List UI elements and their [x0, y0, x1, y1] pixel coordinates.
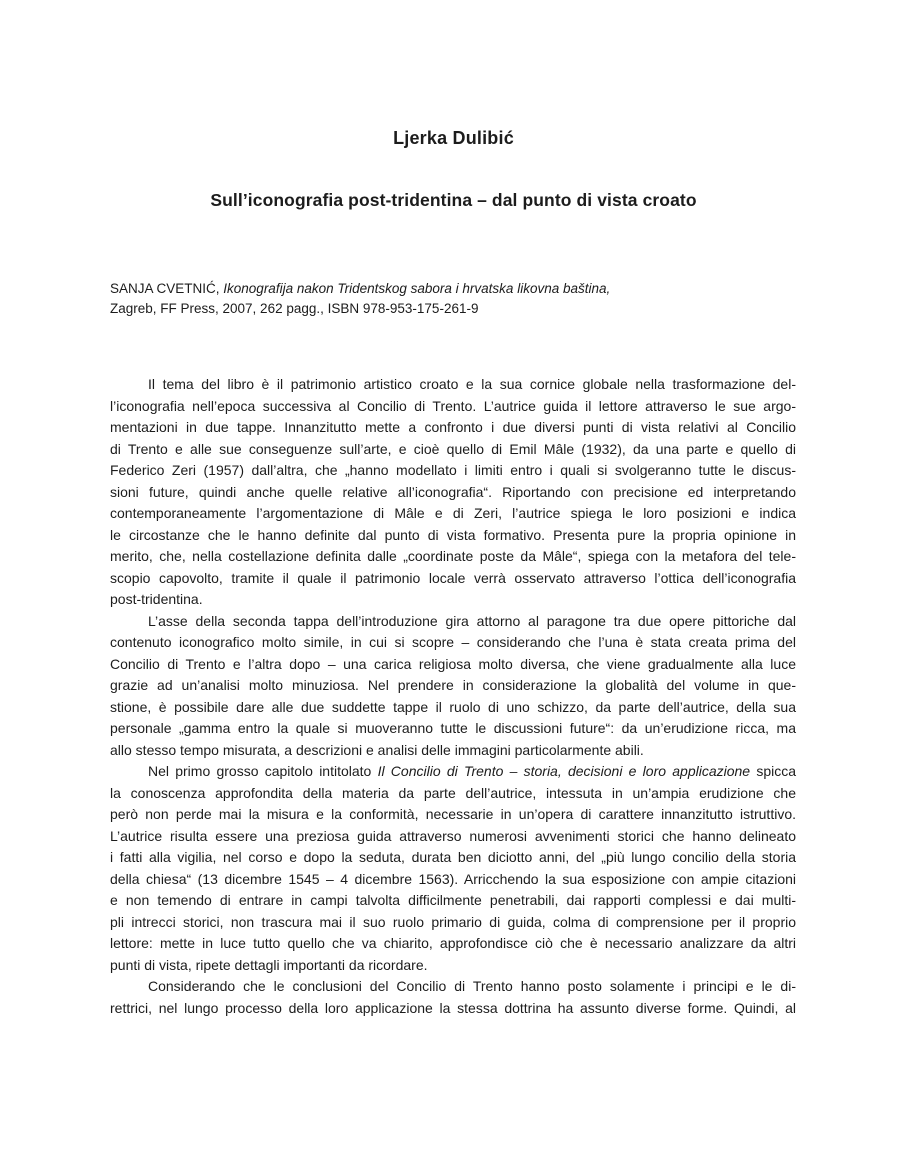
text-line: [110, 396, 796, 418]
text-line: [110, 654, 796, 676]
text-run: i fatti alla vigilia, nel corso e dopo la seduta, durata ben diciotto anni, del „più lungo concilio della storia: [110, 849, 796, 865]
text-line: [110, 460, 796, 482]
text-line: [110, 675, 796, 697]
text-run: post-tridentina.: [110, 591, 203, 607]
text-line: [110, 546, 796, 568]
reference-author: SANJA CVETNIĆ,: [110, 281, 224, 296]
text-line: [110, 933, 796, 955]
paragraph: [110, 611, 796, 762]
text-run: sioni future, quindi anche quelle relative all’iconografia“. Riportando con precisione ed interpretando: [110, 483, 796, 500]
text-line: [110, 826, 796, 848]
text-line: [110, 847, 796, 869]
text-line: [110, 374, 796, 396]
reference-line-1: [110, 279, 750, 299]
reference-book-title: Ikonografija nakon Tridentskog sabora i hrvatska likovna baština,: [223, 281, 611, 296]
paragraph: [110, 761, 796, 976]
paragraph: [110, 976, 796, 1019]
text-run: punti di vista, ripete dettagli importanti da ricordare.: [110, 956, 428, 973]
text-line: [110, 439, 796, 461]
text-run: contenuto iconografico molto simile, in cui si scopre – considerando che l’una è stata creata prima del: [110, 634, 796, 650]
text-run: Considerando che le conclusioni del Concilio di Trento hanno posto solamente i principi e le di-: [148, 978, 796, 994]
italic-text-run: Il Concilio di Trento – storia, decisioni e loro applicazione: [377, 763, 751, 779]
text-run: stione, è possibile dare alle due suddette tappe il ruolo di uno schizzo, da parte dell’autrice, della sua: [110, 698, 796, 715]
text-line: [110, 761, 796, 783]
text-run: allo stesso tempo misurata, a descrizioni e analisi delle immagini particolarmente abili.: [110, 741, 644, 758]
book-reference: [110, 279, 750, 319]
paragraph: [110, 374, 796, 611]
text-line: [110, 482, 796, 504]
reference-line-2: Zagreb, FF Press, 2007, 262 pagg., ISBN 978-953-175-261-9: [110, 301, 479, 316]
text-run: lettore: mette in luce tutto quello che va chiarito, approfondisce ciò che è necessario analizzare da altri: [110, 935, 796, 951]
text-run: Nel primo grosso capitolo intitolato: [148, 763, 378, 779]
text-line: [110, 804, 796, 826]
text-run: mentazioni in due tappe. Innanzitutto mette a confronto i due diversi punti di vista relativi al Concilio: [110, 419, 796, 435]
text-run: Federico Zeri (1957) dall’altra, che „hanno modellato i limiti entro i quali si svolgeranno tutte le discus-: [110, 462, 796, 478]
text-line: [110, 611, 796, 633]
text-line: [110, 740, 796, 762]
text-line: [110, 503, 796, 525]
text-run: L’asse della seconda tappa dell’introduzione gira attorno al paragone tra due opere pittoriche dal: [148, 612, 796, 629]
author-name: Ljerka Dulibić: [393, 128, 514, 148]
text-run: merito, che, nella costellazione definita dalle „coordinate poste da Mâle“, spiega con la metafora del tele-: [110, 548, 796, 564]
text-run: Concilio di Trento e l’altra dopo – una carica religiosa molto diversa, che viene gradualmente alla luce: [110, 655, 796, 672]
text-run: la conoscenza approfondita della materia da parte dell’autrice, intessuta in un’ampia erudizione che: [110, 784, 796, 801]
text-line: [110, 525, 796, 547]
text-line: [110, 697, 796, 719]
text-line: [110, 718, 796, 740]
text-line: [110, 955, 796, 977]
text-line: [110, 783, 796, 805]
text-run: di Trento e alle sue conseguenze sull’arte, e cioè quello di Emil Mâle (1932), da una parte e quello di: [110, 440, 796, 457]
text-run: personale „gamma entro la quale si muoveranno tutte le discussioni future“: da un’erudizione ricca, ma: [110, 720, 796, 736]
text-line: [110, 589, 796, 611]
text-run: le circostanze che le hanno definite dal punto di vista formativo. Presenta pure la propria opinione in: [110, 526, 796, 543]
text-run: L’autrice risulta essere una preziosa guida attraverso numerosi avvenimenti storici che hanno delineato: [110, 827, 796, 844]
text-run: e non temendo di entrare in campi talvolta difficilmente penetrabili, dai rapporti complessi e dai multi-: [110, 892, 796, 908]
text-line: [110, 912, 796, 934]
text-run: pli intrecci storici, non trascura mai il suo ruolo primario di guida, colma di comprensione per il proprio: [110, 913, 796, 930]
text-line: [110, 998, 796, 1020]
text-line: [110, 869, 796, 891]
text-run: scopio capovolto, tramite il quale il patrimonio locale verrà osservato attraverso l’ottica dell’iconografia: [110, 569, 796, 586]
text-run: Il tema del libro è il patrimonio artistico croato e la sua cornice globale nella trasformazione del-: [148, 376, 796, 392]
text-line: [110, 890, 796, 912]
text-run: grazie ad un’analisi molto minuziosa. Nel prendere in considerazione la globalità del volume in que-: [110, 677, 796, 693]
text-run: contemporaneamente l’argomentazione di Mâle e di Zeri, l’autrice spiega le loro posizioni e indica: [110, 505, 796, 521]
text-line: [110, 417, 796, 439]
text-run: della chiesa“ (13 dicembre 1545 – 4 dicembre 1563). Arricchendo la sua esposizione con ampie citazioni: [110, 870, 796, 887]
article-title: Sull’iconografia post-tridentina – dal punto di vista croato: [210, 190, 697, 210]
text-run: però non perde mai la misura e la conformità, necessarie in un’opera di carattere innanzitutto istruttivo.: [110, 806, 796, 822]
text-line: [110, 568, 796, 590]
text-run: rettrici, nel lungo processo della loro applicazione la stessa dottrina ha assunto diverse forme. Quindi, al: [110, 999, 796, 1016]
text-run: spicca: [750, 763, 797, 779]
review-body: [110, 374, 796, 1019]
text-line: [110, 632, 796, 654]
text-run: l’iconografia nell’epoca successiva al Concilio di Trento. L’autrice guida il lettore attraverso le sue argo-: [110, 397, 796, 414]
text-line: [110, 976, 796, 998]
